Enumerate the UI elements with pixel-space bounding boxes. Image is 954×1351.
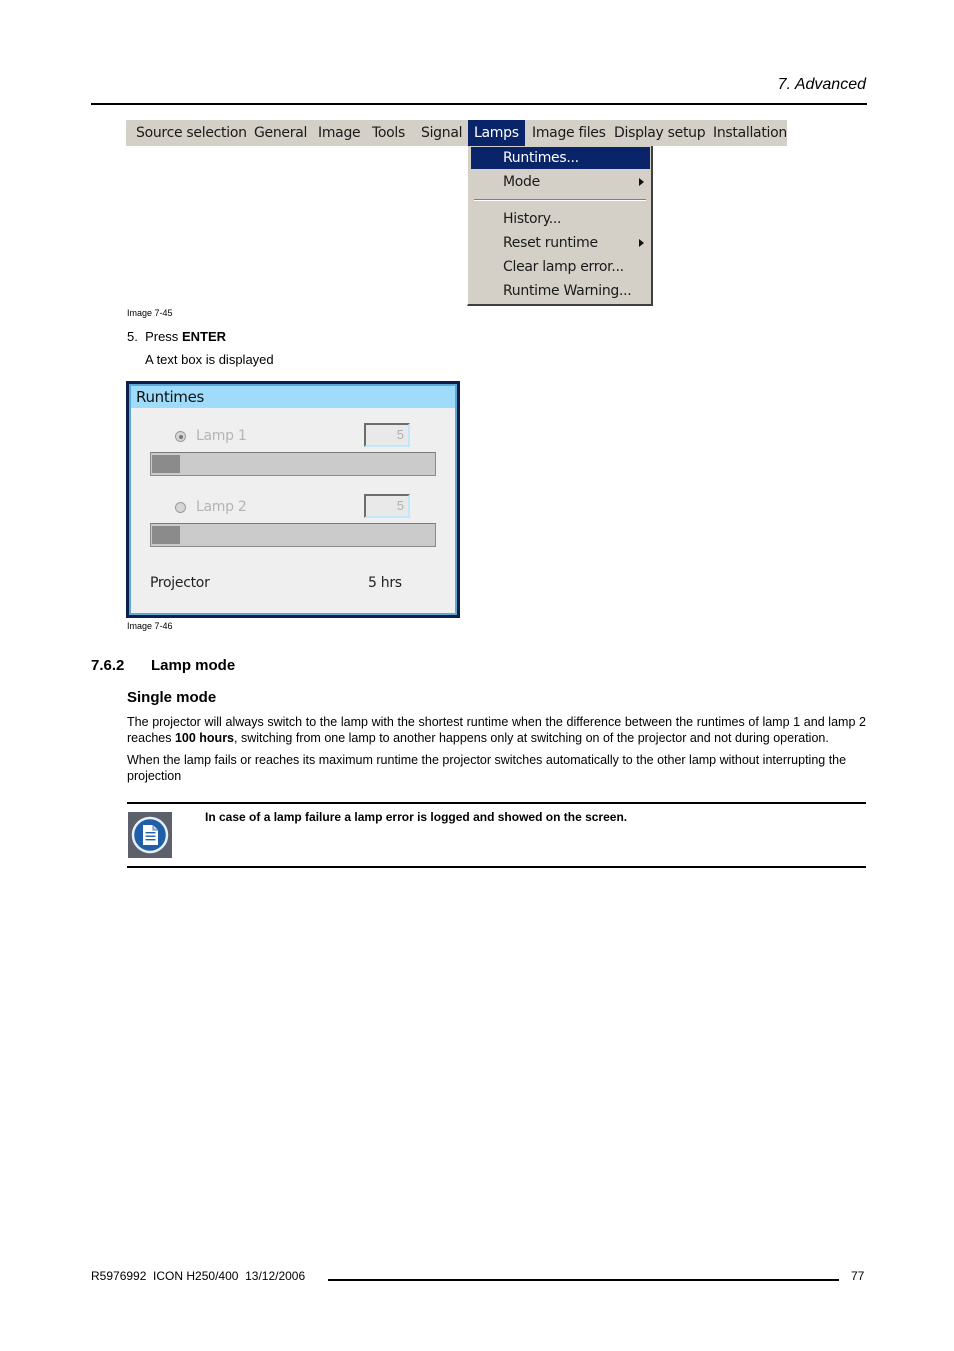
- section-title: Lamp mode: [151, 657, 236, 674]
- lamp-1-label: Lamp 1: [196, 428, 247, 444]
- radio-selected-dot: [179, 435, 183, 439]
- step-number: 5.: [127, 329, 138, 344]
- menu-signal[interactable]: Signal: [421, 125, 463, 141]
- menu-item-history[interactable]: History...: [503, 211, 562, 227]
- footer-document-info: R5976992 ICON H250/400 13/12/2006: [91, 1269, 306, 1283]
- step-key: ENTER: [181, 329, 226, 344]
- header-rule: [91, 103, 867, 105]
- menu-separator: [474, 199, 646, 201]
- image-caption: Image 7-45: [127, 308, 173, 318]
- menu-item-reset-runtime[interactable]: Reset runtime: [471, 232, 650, 254]
- menu-bar: [126, 120, 787, 146]
- section-number: 7.6.2: [91, 657, 125, 674]
- lamp-1-progress-fill: [152, 455, 180, 473]
- lamp-1-progress-bar: [150, 452, 436, 476]
- submenu-arrow-icon: [639, 239, 644, 247]
- note-bottom-rule: [127, 866, 866, 868]
- menu-source-selection[interactable]: Source selection: [136, 125, 247, 141]
- lamp-2-progress-bar: [150, 523, 436, 547]
- menu-lamps[interactable]: Lamps: [468, 120, 525, 146]
- step-5: [127, 329, 226, 344]
- page-number: 77: [851, 1269, 865, 1283]
- runtimes-dialog: [126, 381, 460, 618]
- menu-image-files[interactable]: Image files: [532, 125, 606, 141]
- lamps-dropdown: [467, 146, 653, 306]
- step-result: A text box is displayed: [145, 352, 274, 367]
- lamp-2-label: Lamp 2: [196, 499, 247, 515]
- paragraph-lamp-failure: When the lamp fails or reaches its maximum runtime the projector switches automatically to the other lamp without interrupting the projection: [127, 753, 847, 783]
- lamp-1-runtime-field: 5: [364, 423, 410, 447]
- lamp-2-progress-fill: [152, 526, 180, 544]
- lamp-1-radio[interactable]: [175, 431, 186, 442]
- lamp-2-runtime-field: 5: [364, 494, 410, 518]
- menu-display-setup[interactable]: Display setup: [614, 125, 706, 141]
- menu-installation[interactable]: Installation: [713, 125, 787, 141]
- step-text: Press: [145, 329, 179, 344]
- dialog-title: Runtimes: [131, 386, 455, 408]
- lamp-2-radio[interactable]: [175, 502, 186, 513]
- chapter-title: 7. Advanced: [777, 76, 866, 93]
- note-icon: [128, 812, 172, 858]
- section-heading: [91, 657, 235, 674]
- menu-general[interactable]: General: [254, 125, 308, 141]
- image-caption: Image 7-46: [127, 621, 173, 631]
- note-text: In case of a lamp failure a lamp error is logged and showed on the screen.: [205, 810, 628, 824]
- dialog-frame: [129, 384, 457, 615]
- paragraph-single-mode: The projector will always switch to the lamp with the shortest runtime when the difference between the runtimes of lamp 1 and lamp 2 reaches 100 hours, switching from one lamp to another happens only at switching on of the projector and not during operation.: [127, 715, 866, 745]
- footer-rule: [328, 1279, 839, 1281]
- menu-item-clear-lamp-error[interactable]: Clear lamp error...: [503, 259, 624, 275]
- subsection-heading: Single mode: [127, 689, 217, 706]
- menu-image[interactable]: Image: [318, 125, 361, 141]
- menu-item-mode[interactable]: Mode: [471, 171, 650, 193]
- menu-item-runtimes[interactable]: Runtimes...: [471, 147, 650, 169]
- projector-runtime-value: 5 hrs: [368, 575, 402, 591]
- submenu-arrow-icon: [639, 178, 644, 186]
- menu-item-runtime-warning[interactable]: Runtime Warning...: [503, 283, 632, 299]
- menu-tools[interactable]: Tools: [372, 125, 405, 141]
- note-top-rule: [127, 802, 866, 804]
- projector-label: Projector: [150, 575, 210, 591]
